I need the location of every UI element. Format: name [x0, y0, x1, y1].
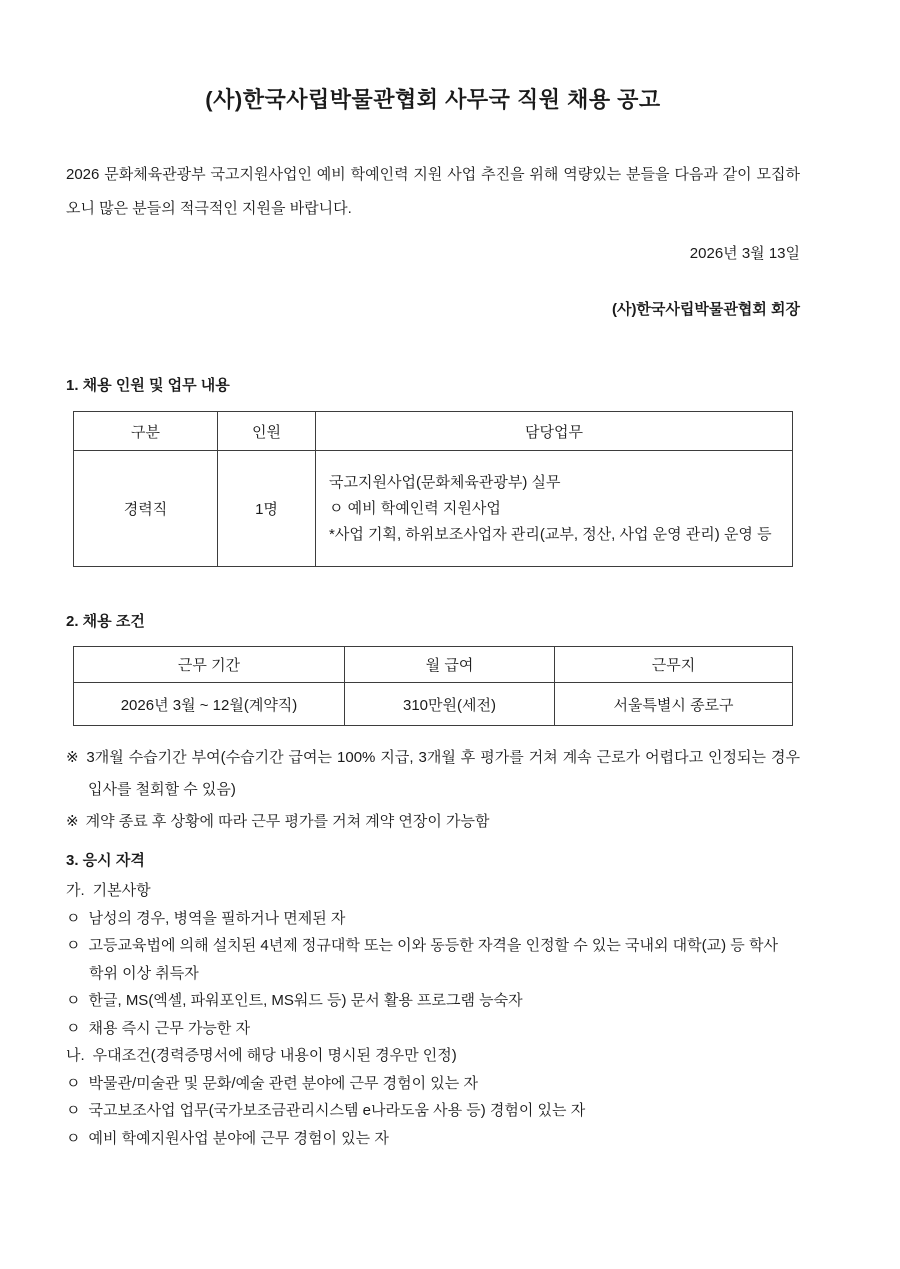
qualification-text: 한글, MS(엑셀, 파워포인트, MS워드 등) 문서 활용 프로그램 능숙자 — [88, 992, 523, 1009]
category-cell: 경력직 — [74, 451, 218, 567]
headcount-cell: 1명 — [218, 451, 316, 567]
qualification-list — [66, 877, 800, 1152]
header-cell-headcount: 인원 — [218, 412, 316, 451]
duties-cell — [316, 451, 793, 567]
note-marker: ※ — [66, 813, 79, 830]
sub-label: 가. — [66, 882, 85, 899]
note-item — [66, 742, 800, 806]
location-cell: 서울특별시 종로구 — [555, 683, 793, 726]
qualification-text: 고등교육법에 의해 설치된 4년제 정규대학 또는 이와 동등한 자격을 인정할 수 있는 국내외 대학(교) 등 학사 학위 이상 취득자 — [88, 937, 778, 982]
bullet-marker: ㅇ — [66, 1074, 81, 1092]
salary-cell: 310만원(세전) — [345, 683, 555, 726]
bullet-marker: ㅇ — [66, 992, 81, 1009]
duty-line: 국고지원사업(문화체육관광부) 실무 — [329, 473, 561, 491]
qualification-sub-heading — [66, 877, 789, 905]
qualification-item — [66, 1125, 789, 1153]
qualification-item — [66, 905, 789, 933]
positions-table-row — [74, 451, 793, 567]
condition-notes — [66, 742, 800, 838]
duty-line: ㅇ 예비 학예인력 지원사업 — [329, 499, 501, 517]
note-text: 계약 종료 후 상황에 따라 근무 평가를 거쳐 계약 연장이 가능함 — [85, 813, 490, 830]
conditions-table — [73, 646, 793, 726]
qualification-text: 국고보조사업 업무(국가보조금관리시스템 e나라도움 사용 등) 경험이 있는 자 — [88, 1102, 586, 1119]
qualification-text: 기본사항 — [92, 882, 151, 899]
bullet-marker: ㅇ — [66, 1102, 81, 1119]
qualification-sub-heading — [66, 1042, 789, 1070]
positions-table — [73, 411, 793, 567]
conditions-table-row — [74, 683, 793, 726]
qualification-text: 우대조건(경력증명서에 해당 내용이 명시된 경우만 인정) — [92, 1047, 457, 1064]
section-2-heading: 2. 채용 조건 — [66, 613, 145, 630]
bullet-marker: ㅇ — [66, 937, 81, 954]
header-cell-salary: 월 급여 — [345, 647, 555, 683]
note-text: 3개월 수습기간 부여(수습기간 급여는 100% 지급, 3개월 후 평가를 거쳐 계속 근로가 어렵다고 인정되는 경우 입사를 철회할 수 있음) — [86, 749, 800, 798]
qualification-item — [66, 987, 789, 1015]
bullet-marker: ㅇ — [66, 1129, 81, 1147]
qualification-text: 남성의 경우, 병역을 필하거나 면제된 자 — [88, 909, 346, 927]
page-title: (사)한국사립박물관협회 사무국 직원 채용 공고 — [205, 87, 661, 112]
qualification-item — [66, 1015, 789, 1043]
positions-table-header-row — [74, 412, 793, 451]
header-cell-category: 구분 — [74, 412, 218, 451]
qualification-text: 채용 즉시 근무 가능한 자 — [88, 1019, 251, 1037]
note-marker: ※ — [66, 749, 80, 766]
date-line: 2026년 3월 13일 — [689, 245, 800, 262]
sub-label: 나. — [66, 1047, 85, 1064]
qualification-text: 예비 학예지원사업 분야에 근무 경험이 있는 자 — [88, 1129, 389, 1147]
period-cell: 2026년 3월 ~ 12월(계약직) — [74, 683, 345, 726]
qualification-item — [66, 932, 789, 987]
bullet-marker: ㅇ — [66, 1019, 81, 1037]
header-cell-location: 근무지 — [555, 647, 793, 683]
header-cell-period: 근무 기간 — [74, 647, 345, 683]
section-3-heading: 3. 응시 자격 — [66, 852, 145, 869]
conditions-table-header-row — [74, 647, 793, 683]
section-1-heading: 1. 채용 인원 및 업무 내용 — [66, 377, 230, 394]
qualification-item — [66, 1070, 789, 1098]
qualification-item — [66, 1097, 789, 1125]
note-item — [66, 806, 800, 838]
intro-paragraph: 2026 문화체육관광부 국고지원사업인 예비 학예인력 지원 사업 추진을 위해 역량있는 분들을 다음과 같이 모집하오니 많은 분들의 적극적인 지원을 바랍니다. — [66, 166, 800, 217]
qualification-text: 박물관/미술관 및 문화/예술 관련 분야에 근무 경험이 있는 자 — [88, 1074, 478, 1092]
header-cell-duties: 담당업무 — [316, 412, 793, 451]
duty-line: *사업 기획, 하위보조사업자 관리(교부, 정산, 사업 운영 관리) 운영 등 — [329, 525, 772, 543]
signer-line: (사)한국사립박물관협회 회장 — [611, 301, 800, 318]
bullet-marker: ㅇ — [66, 909, 81, 927]
